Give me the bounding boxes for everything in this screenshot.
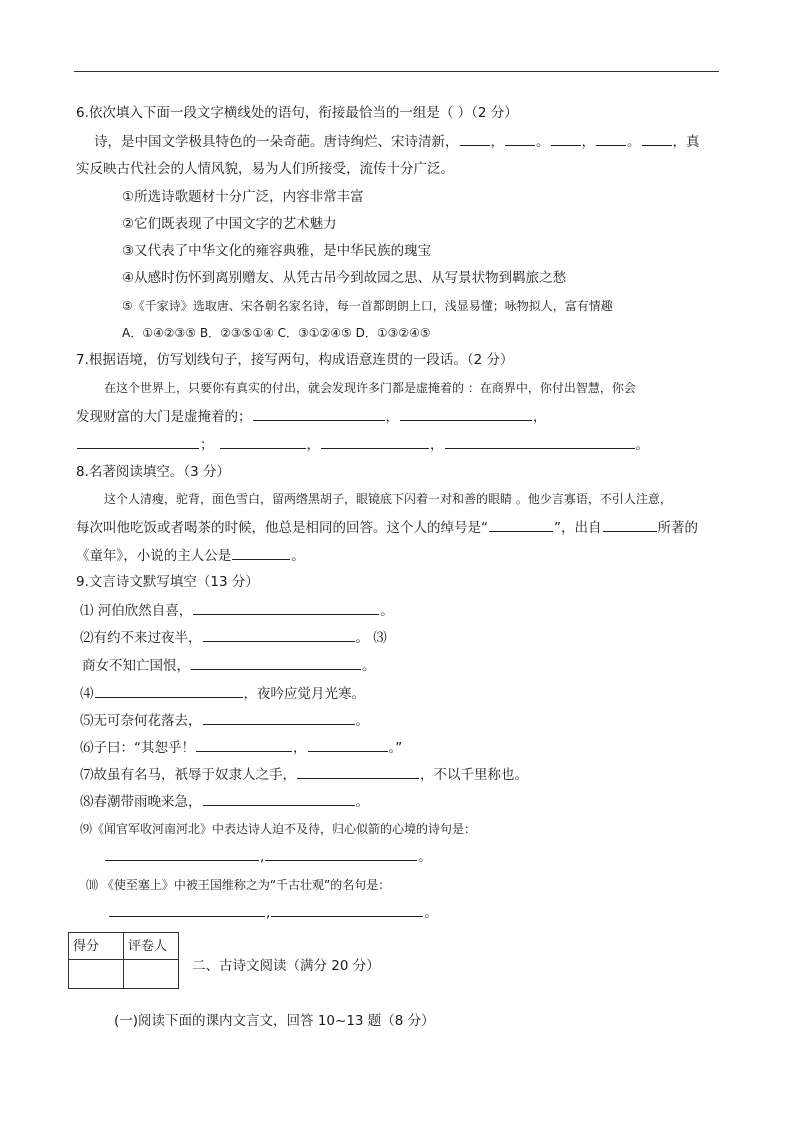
q9-punct: 。	[355, 794, 369, 810]
q7-punct: 。	[635, 437, 649, 453]
q8-line3	[76, 545, 305, 566]
q9-title: 9.文言诗文默写填空（13 分）	[76, 574, 259, 590]
q7-punct: ；	[200, 437, 214, 453]
q8-text: 。	[291, 548, 305, 564]
q6-title: 6.依次填入下面一段文字横线处的语句，衔接最恰当的一组是（ ）（2 分）	[76, 105, 518, 121]
q9-item-6	[80, 737, 402, 758]
q6-text-line1	[94, 131, 700, 152]
q9-text: ，夜吟应觉月光寒。	[243, 686, 365, 702]
q9-punct: ,	[260, 849, 265, 865]
answer-blank[interactable]	[551, 131, 581, 146]
answer-blank[interactable]	[596, 131, 626, 146]
answer-blank[interactable]	[400, 406, 532, 421]
answer-blank[interactable]	[232, 545, 290, 560]
q9-text: 。”	[388, 740, 403, 756]
q8-text: 所著的	[657, 520, 698, 536]
q7-line2	[76, 406, 547, 427]
grader-cell[interactable]	[124, 960, 179, 989]
q9-item-9-blanks	[104, 846, 432, 867]
answer-blank[interactable]	[505, 131, 535, 146]
q9-item-5	[80, 710, 369, 731]
q9-item-7	[80, 764, 528, 785]
q9-punct: 。	[418, 849, 432, 865]
q9-text: ⑸无可奈何花落去，	[80, 713, 202, 729]
q8-line2	[76, 517, 698, 538]
answer-blank[interactable]	[220, 434, 306, 449]
q6-text-line2: 实反映古代社会的人情风貌，易为人们所接受，流传十分广泛。	[76, 161, 454, 177]
q9-punct: 。	[355, 713, 369, 729]
answer-blank[interactable]	[297, 764, 419, 779]
q8-text: ”，出自	[554, 520, 602, 536]
q9-punct: 。	[424, 905, 438, 921]
q7-line3	[76, 434, 649, 455]
answer-blank[interactable]	[253, 406, 385, 421]
q9-punct: 。	[362, 658, 376, 674]
q7-text: 发现财富的大门是虚掩着的；	[76, 409, 252, 425]
answer-blank[interactable]	[271, 902, 423, 917]
answer-blank[interactable]	[445, 434, 635, 449]
q9-text: 商女不知亡国恨，	[82, 658, 190, 674]
q9-item-3	[82, 655, 376, 676]
q9-text: 。 ⑶	[355, 630, 387, 646]
answer-blank[interactable]	[203, 791, 355, 806]
score-table	[68, 932, 179, 989]
q9-text: ⑺故虽有名马，祇辱于奴隶人之手，	[80, 767, 296, 783]
q7-punct: ，	[385, 409, 399, 425]
q7-punct: ，	[430, 437, 444, 453]
q6-text-part: 。	[627, 134, 641, 150]
q9-item-4	[80, 683, 365, 704]
q6-text-part: ，	[581, 134, 595, 150]
q9-item-2	[80, 627, 387, 648]
q8-text: 每次叫他吃饭或者喝茶的时候，他总是相同的回答。这个人的绰号是“	[76, 520, 488, 536]
q6-text-part: 诗，是中国文学极具特色的一朵奇葩。唐诗绚烂、宋诗清新，	[94, 134, 459, 150]
answer-blank[interactable]	[603, 517, 657, 532]
answer-blank[interactable]	[308, 737, 388, 752]
q6-text-part: 。	[536, 134, 550, 150]
q6-choices: A．①④②③⑤ B．②③⑤①④ C．③①②④⑤ D．①③②④⑤	[122, 326, 431, 340]
answer-blank[interactable]	[489, 517, 553, 532]
q9-item-1	[80, 600, 394, 621]
q7-title: 7.根据语境，仿写划线句子，接写两句，构成语意连贯的一段话。（2 分）	[76, 352, 514, 368]
answer-blank[interactable]	[105, 846, 259, 861]
answer-blank[interactable]	[95, 683, 243, 698]
answer-blank[interactable]	[191, 655, 361, 670]
q8-text: 《童年》，小说的主人公是	[76, 548, 232, 564]
q6-option-2: ②它们既表现了中国文字的艺术魅力	[122, 216, 337, 232]
q9-text: ，不以千里称也。	[420, 767, 528, 783]
answer-blank[interactable]	[321, 434, 429, 449]
answer-blank[interactable]	[203, 627, 355, 642]
answer-blank[interactable]	[265, 846, 417, 861]
q9-text: ⑷	[80, 686, 94, 702]
q9-text: ⑵有约不来过夜半，	[80, 630, 202, 646]
score-cell[interactable]	[69, 960, 124, 989]
section2-subtitle: (一)阅读下面的课内文言文，回答 10~13 题（8 分）	[114, 1013, 435, 1029]
q9-item-8	[80, 791, 369, 812]
answer-blank[interactable]	[203, 710, 355, 725]
q9-text: ⑹子曰：“其恕乎！	[80, 740, 195, 756]
q9-item-9: ⑼《闻官军收河南河北》中表达诗人迫不及待，归心似箭的心境的诗句是：	[80, 822, 477, 836]
answer-blank[interactable]	[460, 131, 490, 146]
answer-blank[interactable]	[193, 600, 379, 615]
q6-option-5: ⑤《千家诗》选取唐、宋各朝名家名诗，每一首都朗朗上口，浅显易懂；咏物拟人，富有情趣	[122, 299, 613, 313]
q7-punct: ，	[306, 437, 320, 453]
q9-text: ⑻春潮带雨晚来急，	[80, 794, 202, 810]
section2-title: 二、古诗文阅读（满分 20 分）	[192, 958, 380, 974]
q7-line1: 在这个世界上，只要你有真实的付出，就会发现许多门都是虚掩着的 ：在商界中，你付出智慧，你会	[104, 381, 636, 395]
q9-text: ⑴ 河伯欣然自喜，	[80, 603, 193, 619]
q6-text-part: ，真	[672, 134, 700, 150]
grader-label: 评卷人	[124, 933, 179, 960]
q9-punct: 。	[380, 603, 394, 619]
answer-blank[interactable]	[642, 131, 672, 146]
q7-punct: ，	[533, 409, 547, 425]
answer-blank[interactable]	[77, 434, 199, 449]
header-rule	[74, 71, 719, 72]
q9-punct: ,	[266, 905, 271, 921]
q9-text: ，	[293, 740, 307, 756]
q6-option-3: ③又代表了中华文化的雍容典雅，是中华民族的瑰宝	[122, 243, 432, 259]
score-label: 得分	[69, 933, 124, 960]
q9-item-10: ⑽ 《使至塞上》中被王国维称之为“千古壮观”的名句是：	[86, 878, 391, 892]
answer-blank[interactable]	[196, 737, 292, 752]
q6-option-4: ④从感时伤怀到离别赠友、从凭古吊今到故园之思、从写景状物到羁旅之愁	[122, 270, 567, 286]
q8-line1: 这个人清瘦，驼背，面色雪白，留两绺黑胡子，眼镜底下闪着一对和善的眼睛 。他少言寡语，不引人注意，	[104, 492, 672, 506]
q8-title: 8.名著阅读填空。（3 分）	[76, 464, 231, 480]
answer-blank[interactable]	[109, 902, 265, 917]
q6-text-part: ，	[490, 134, 504, 150]
q9-item-10-blanks	[108, 902, 438, 923]
q6-option-1: ①所选诗歌题材十分广泛，内容非常丰富	[122, 189, 364, 205]
